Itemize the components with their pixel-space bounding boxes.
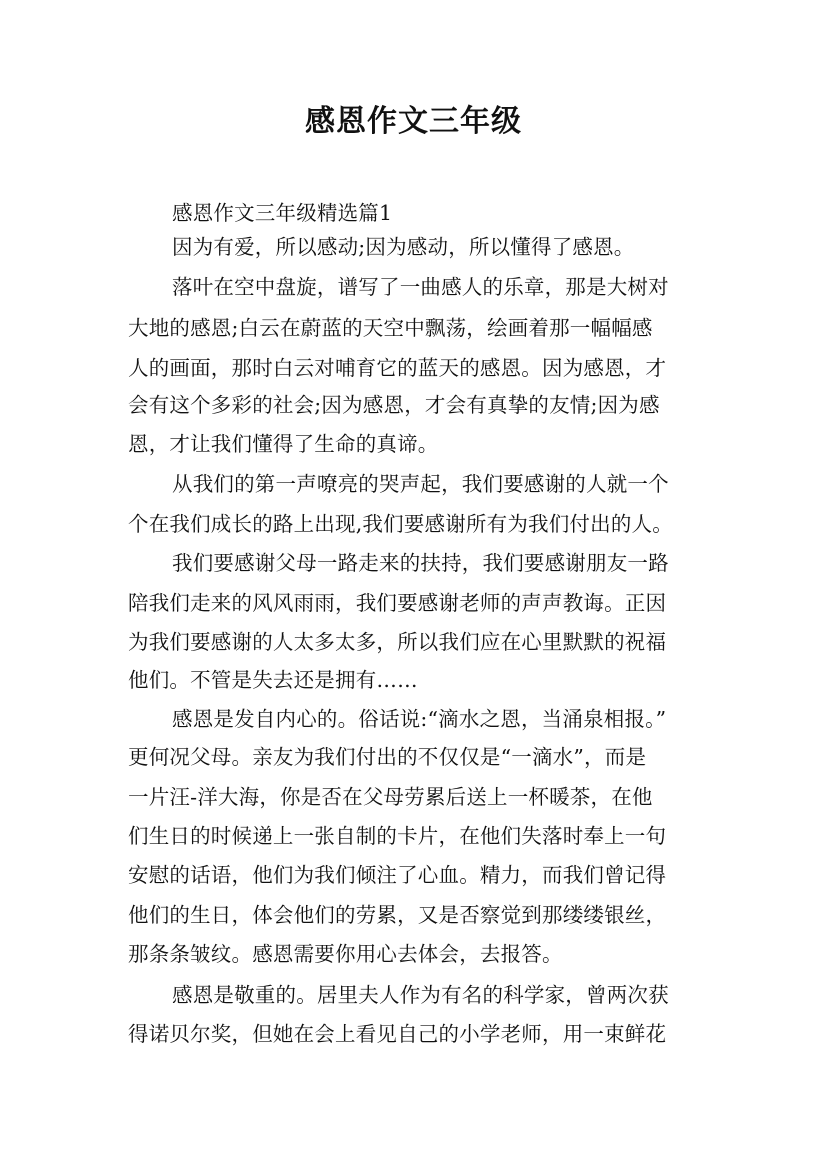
paragraph-line: 因为有爱，所以感动;因为感动，所以懂得了感恩。 [172, 235, 635, 259]
paragraph-line: 从我们的第一声嘹亮的哭声起，我们要感谢的人就一个 [172, 472, 669, 496]
paragraph-line: 更何况父母。亲友为我们付出的不仅仅是“一滴水”，而是 [128, 745, 647, 769]
paragraph-line: 他们。不管是失去还是拥有…… [128, 668, 418, 692]
paragraph-line: 大地的感恩;白云在蔚蓝的天空中飘荡，绘画着那一幅幅感 [128, 316, 653, 340]
paragraph-line: 落叶在空中盘旋，谱写了一曲感人的乐章，那是大树对 [172, 275, 669, 299]
paragraph-line: 陪我们走来的风风雨雨，我们要感谢老师的声声教诲。正因 [128, 591, 667, 615]
paragraph-line: 个在我们成长的路上出现,我们要感谢所有为我们付出的人。 [128, 512, 673, 536]
paragraph-line: 得诺贝尔奖，但她在会上看见自己的小学老师，用一束鲜花 [128, 1022, 667, 1046]
paragraph-line: 会有这个多彩的社会;因为感恩，才会有真挚的友情;因为感 [128, 393, 660, 417]
paragraph-line: 们生日的时候递上一张自制的卡片，在他们失落时奉上一句 [128, 824, 667, 848]
paragraph-line: 感恩是发自内心的。俗话说:“滴水之恩，当涌泉相报。” [172, 707, 667, 731]
paragraph-line: 感恩作文三年级精选篇1 [172, 201, 393, 225]
paragraph-line: 人的画面，那时白云对哺育它的蓝天的感恩。因为感恩，才 [128, 356, 667, 380]
paragraph-line: 感恩是敬重的。居里夫人作为有名的科学家，曾两次获 [172, 983, 669, 1007]
paragraph-line: 恩，才让我们懂得了生命的真谛。 [128, 432, 439, 456]
paragraph-line: 我们要感谢父母一路走来的扶持，我们要感谢朋友一路 [172, 551, 669, 575]
paragraph-line: 安慰的话语，他们为我们倾注了心血。精力，而我们曾记得 [128, 863, 667, 887]
paragraph-line: 他们的生日，体会他们的劳累，又是否察觉到那缕缕银丝， [128, 903, 667, 927]
paragraph-line: 那条条皱纹。感恩需要你用心去体会，去报答。 [128, 942, 563, 966]
paragraph-line: 一片汪-洋大海，你是否在父母劳累后送上一杯暖茶，在他 [128, 785, 653, 809]
paragraph-line: 为我们要感谢的人太多太多，所以我们应在心里默默的祝福 [128, 630, 667, 654]
document-title: 感恩作文三年级 [305, 104, 522, 139]
